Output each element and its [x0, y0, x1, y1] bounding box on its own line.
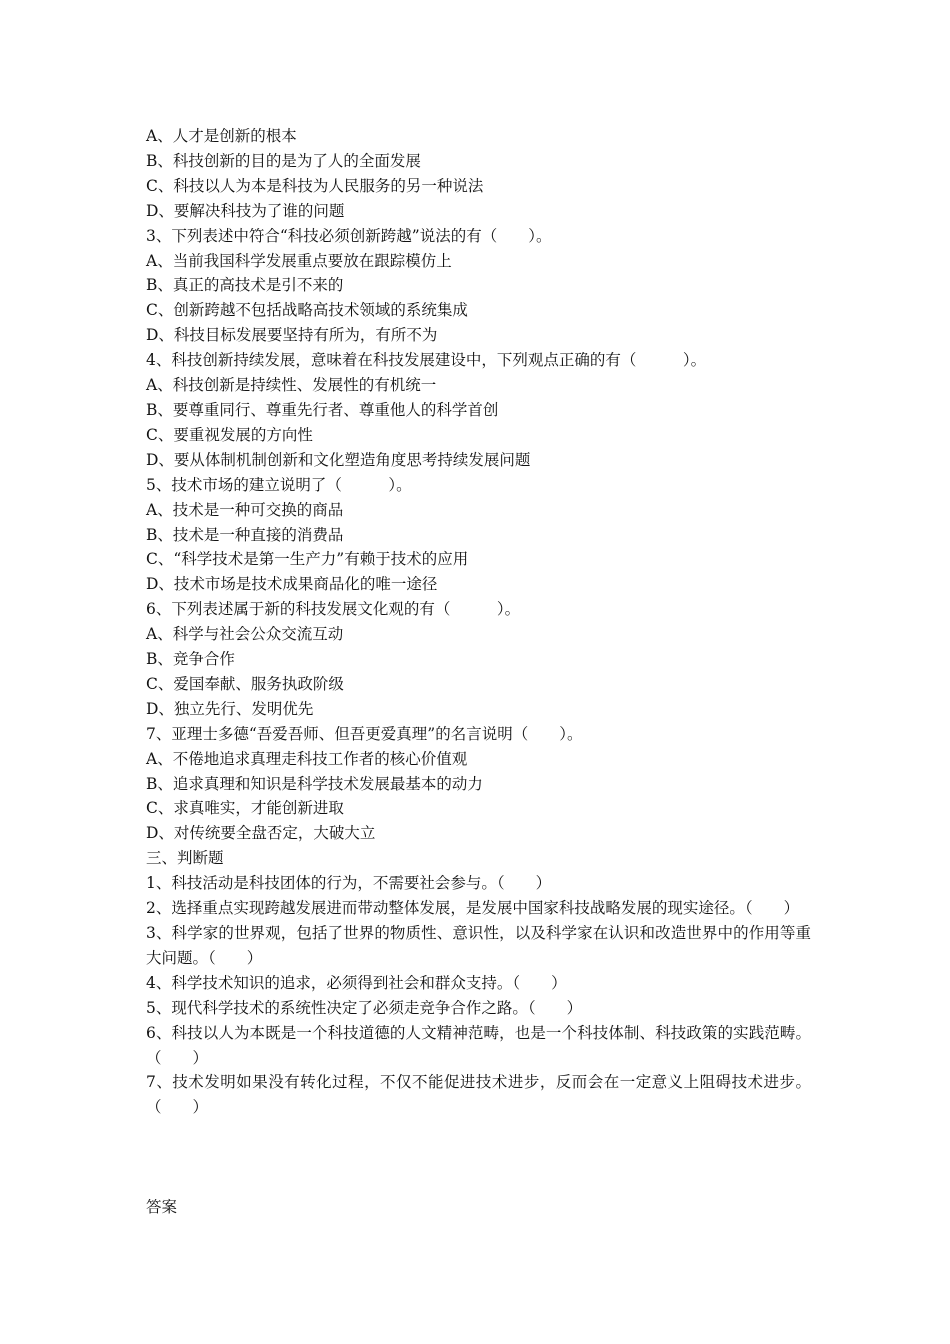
q7-option-d: D、对传统要全盘否定，大破大立	[146, 824, 376, 843]
q7-stem: 7、亚理士多德“吾爱吾师、但吾更爱真理”的名言说明（ ）。	[146, 724, 583, 743]
q6-option-c: C、爱国奉献、服务执政阶级	[146, 674, 344, 693]
q4-option-c: C、要重视发展的方向性	[146, 425, 313, 444]
q4-option-d: D、要从体制机制创新和文化塑造角度思考持续发展问题	[146, 450, 531, 469]
q6-stem: 6、下列表述属于新的科技发展文化观的有（ ）。	[146, 600, 521, 619]
judgement-item-2: 2、选择重点实现跨越发展进而带动整体发展，是发展中国家科技战略发展的现实途径。（ ）	[146, 899, 800, 918]
q5-option-b: B、技术是一种直接的消费品	[146, 525, 344, 544]
q5-option-c: C、“科学技术是第一生产力”有赖于技术的应用	[146, 550, 469, 569]
judgement-item-4: 4、科学技术知识的追求，必须得到社会和群众支持。（ ）	[146, 973, 567, 992]
q2-option-a: A、人才是创新的根本	[146, 127, 297, 145]
section-three-heading: 三、判断题	[146, 849, 224, 868]
q7-option-a: A、不倦地追求真理走科技工作者的核心价值观	[146, 749, 468, 768]
judgement-item-1: 1、科技活动是科技团体的行为，不需要社会参与。（ ）	[146, 874, 552, 893]
q2-option-c: C、科技以人为本是科技为人民服务的另一种说法	[146, 176, 484, 195]
q4-option-b: B、要尊重同行、尊重先行者、尊重他人的科学首创	[146, 400, 499, 419]
judgement-item-6: 6、科技以人为本既是一个科技道德的人文精神范畴，也是一个科技体制、科技政策的实践范畴。（ ）	[146, 1023, 811, 1067]
q2-option-d: D、要解决科技为了谁的问题	[146, 201, 345, 220]
q4-stem: 4、科技创新持续发展，意味着在科技发展建设中，下列观点正确的有（ ）。	[146, 351, 707, 370]
q6-option-a: A、科学与社会公众交流互动	[146, 625, 344, 644]
q3-option-c: C、创新跨越不包括战略高技术领域的系统集成	[146, 301, 468, 320]
document-body	[146, 124, 811, 1120]
q3-option-a: A、当前我国科学发展重点要放在跟踪模仿上	[146, 251, 452, 270]
q3-option-d: D、科技目标发展要坚持有所为，有所不为	[146, 326, 438, 345]
judgement-item-5: 5、现代科学技术的系统性决定了必须走竞争合作之路。（ ）	[146, 998, 583, 1017]
q4-option-a: A、科技创新是持续性、发展性的有机统一	[146, 376, 437, 395]
q3-option-b: B、真正的高技术是引不来的	[146, 276, 344, 295]
judgement-item-3: 3、科学家的世界观，包括了世界的物质性、意识性，以及科学家在认识和改造世界中的作用等重大问题。（ ）	[146, 924, 811, 967]
q7-option-c: C、求真唯实，才能创新进取	[146, 799, 344, 818]
q5-option-a: A、技术是一种可交换的商品	[146, 500, 344, 519]
answer-heading: 答案	[146, 1198, 178, 1216]
q6-option-b: B、竞争合作	[146, 650, 235, 669]
q6-option-d: D、独立先行、发明优先	[146, 699, 314, 718]
q5-option-d: D、技术市场是技术成果商品化的唯一途径	[146, 575, 438, 594]
judgement-item-7: 7、技术发明如果没有转化过程，不仅不能促进技术进步，反而会在一定意义上阻碍技术进步。（ ）	[146, 1073, 811, 1117]
q7-option-b: B、追求真理和知识是科学技术发展最基本的动力	[146, 774, 483, 793]
q3-stem: 3、下列表述中符合“科技必须创新跨越”说法的有（ ）。	[146, 226, 552, 245]
q5-stem: 5、技术市场的建立说明了（ ）。	[146, 475, 412, 494]
q2-option-b: B、科技创新的目的是为了人的全面发展	[146, 151, 421, 170]
